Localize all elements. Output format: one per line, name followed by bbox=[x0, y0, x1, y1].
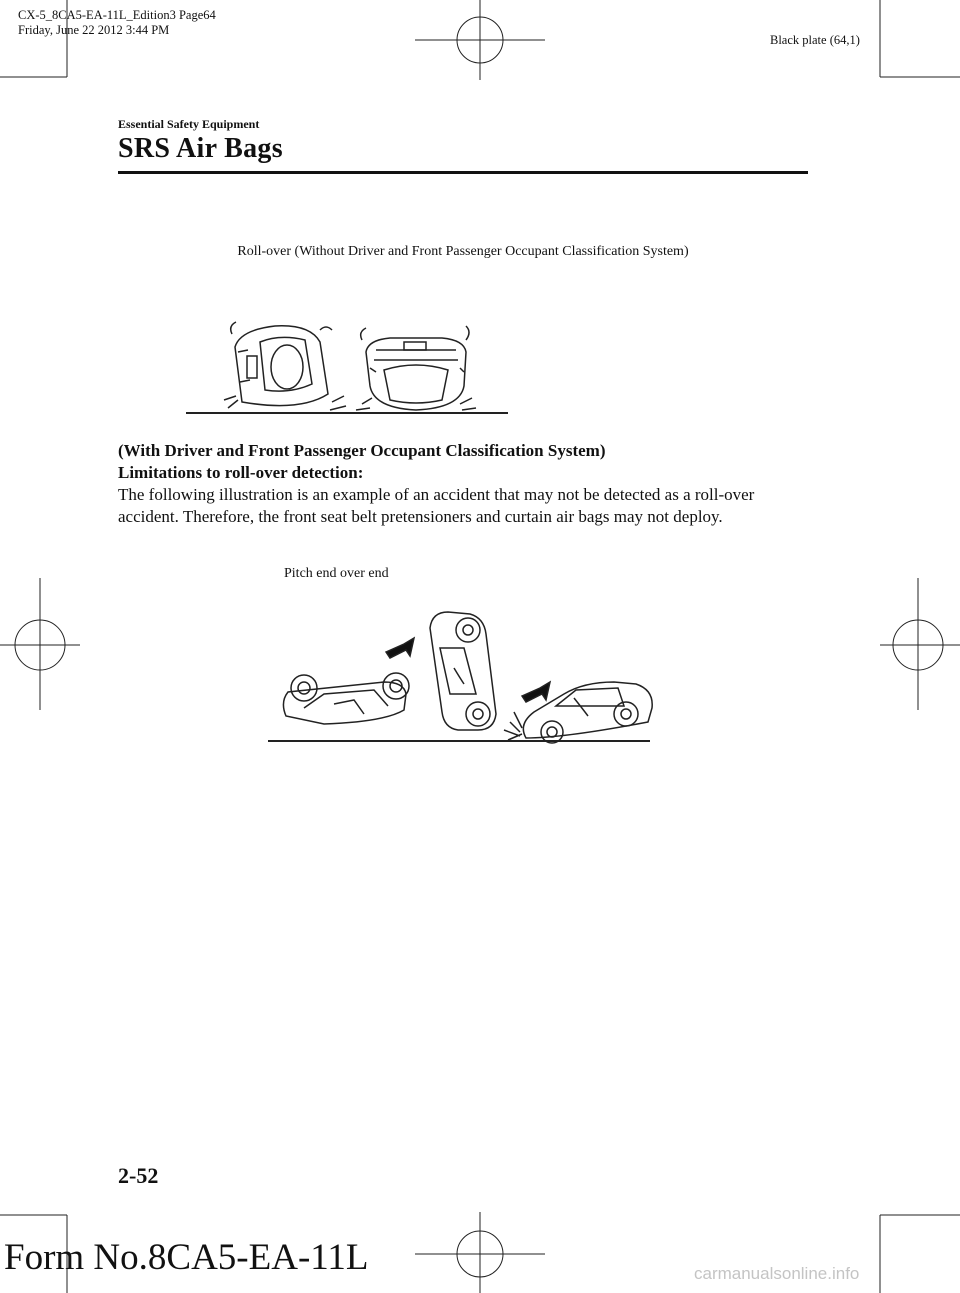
print-date-line: Friday, June 22 2012 3:44 PM bbox=[18, 23, 170, 37]
print-metadata bbox=[18, 8, 216, 38]
page-title: SRS Air Bags bbox=[118, 133, 283, 164]
figure1-caption: Roll-over (Without Driver and Front Passenger Occupant Classification System) bbox=[237, 244, 689, 259]
heading-with-ocs: (With Driver and Front Passenger Occupant Classification System) bbox=[118, 441, 606, 460]
body-paragraph: The following illustration is an example of an accident that may not be detected as a roll-over accident. Therefore, the front seat belt pretensioners and curtain air bags may not deploy. bbox=[118, 485, 755, 526]
form-number: Form No.8CA5-EA-11L bbox=[4, 1237, 369, 1278]
content-block bbox=[118, 440, 808, 528]
rollover-illustration bbox=[180, 312, 520, 422]
title-rule bbox=[118, 171, 808, 174]
page-number: 2-52 bbox=[118, 1163, 159, 1188]
plate-label: Black plate (64,1) bbox=[770, 33, 860, 47]
pitch-end-over-end-illustration bbox=[264, 598, 654, 748]
figure2-caption: Pitch end over end bbox=[284, 566, 389, 581]
section-name: Essential Safety Equipment bbox=[118, 117, 260, 131]
print-file-line: CX-5_8CA5-EA-11L_Edition3 Page64 bbox=[18, 8, 216, 22]
heading-limitations: Limitations to roll-over detection: bbox=[118, 463, 364, 482]
watermark: carmanualsonline.info bbox=[694, 1264, 860, 1283]
